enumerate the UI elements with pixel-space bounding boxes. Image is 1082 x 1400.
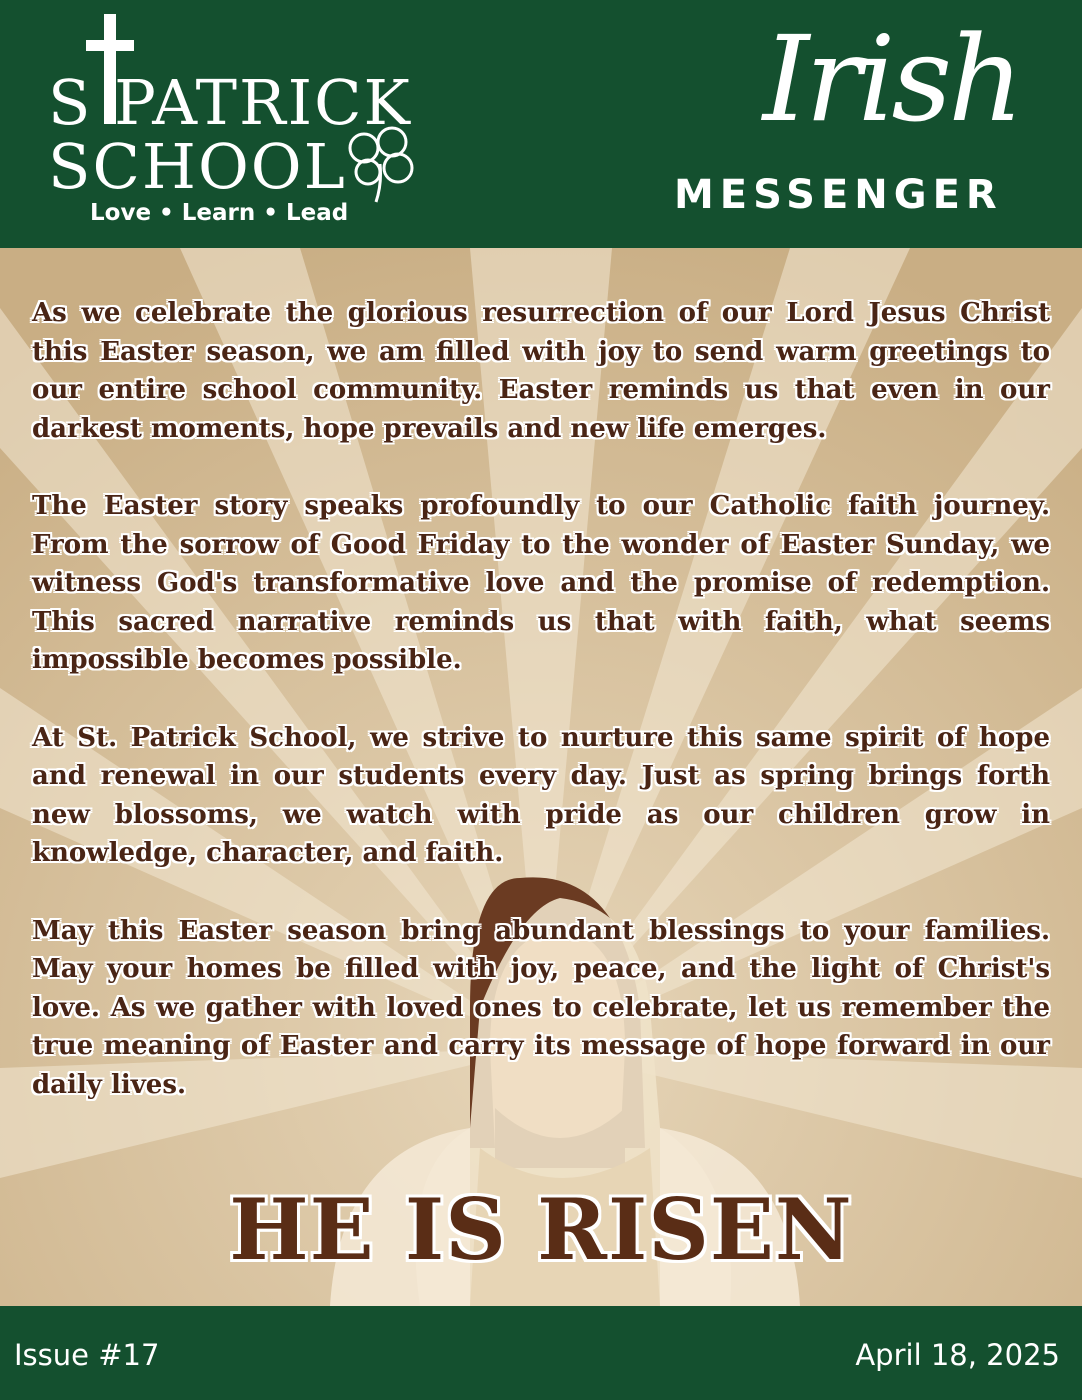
issue-number: Issue #17 [14, 1338, 160, 1372]
school-name-line1: S PATRICK [48, 66, 412, 139]
he-is-risen-banner: HE IS RISEN [229, 1180, 853, 1279]
shamrock-icon [342, 124, 420, 204]
letter-paragraph: At St. Patrick School, we strive to nurture this same spirit of hope and renewal in our students every day. Just as spring brings forth new blossoms, we watch with pride as our children grow in knowledge, character, and faith. [32, 722, 1050, 868]
school-tagline: Love • Learn • Lead [90, 200, 349, 226]
letter-paragraph: May this Easter season bring abundant blessings to your families. May your homes be filled with joy, peace, and the light of Christ's love. As we gather with loved ones to celebrate, let us remember the true meaning of Easter and carry its message of hope forward in our daily lives. [32, 915, 1050, 1100]
letter-paragraph: The Easter story speaks profoundly to our Catholic faith journey. From the sorrow of Good Friday to the wonder of Easter Sunday, we witness God's transformative love and the promise of redemption. This sacred narrative reminds us that with faith, what seems impossible becomes possible. [32, 491, 1050, 675]
masthead-header [0, 0, 1082, 248]
school-logo [46, 14, 426, 229]
issue-date: April 18, 2025 [855, 1338, 1060, 1372]
masthead-script: Irish [762, 10, 1020, 148]
easter-letter [32, 294, 1050, 1143]
masthead-messenger: MESSENGER [674, 172, 1003, 218]
footer-bar [0, 1306, 1082, 1400]
letter-paragraph: As we celebrate the glorious resurrection of our Lord Jesus Christ this Easter season, we am filled with joy to send warm greetings to our entire school community. Easter reminds us that even in our darkest moments, hope prevails and new life emerges. [32, 298, 1050, 444]
newsletter-title [660, 10, 1060, 230]
school-name-line2: SCHOOL [48, 130, 347, 203]
